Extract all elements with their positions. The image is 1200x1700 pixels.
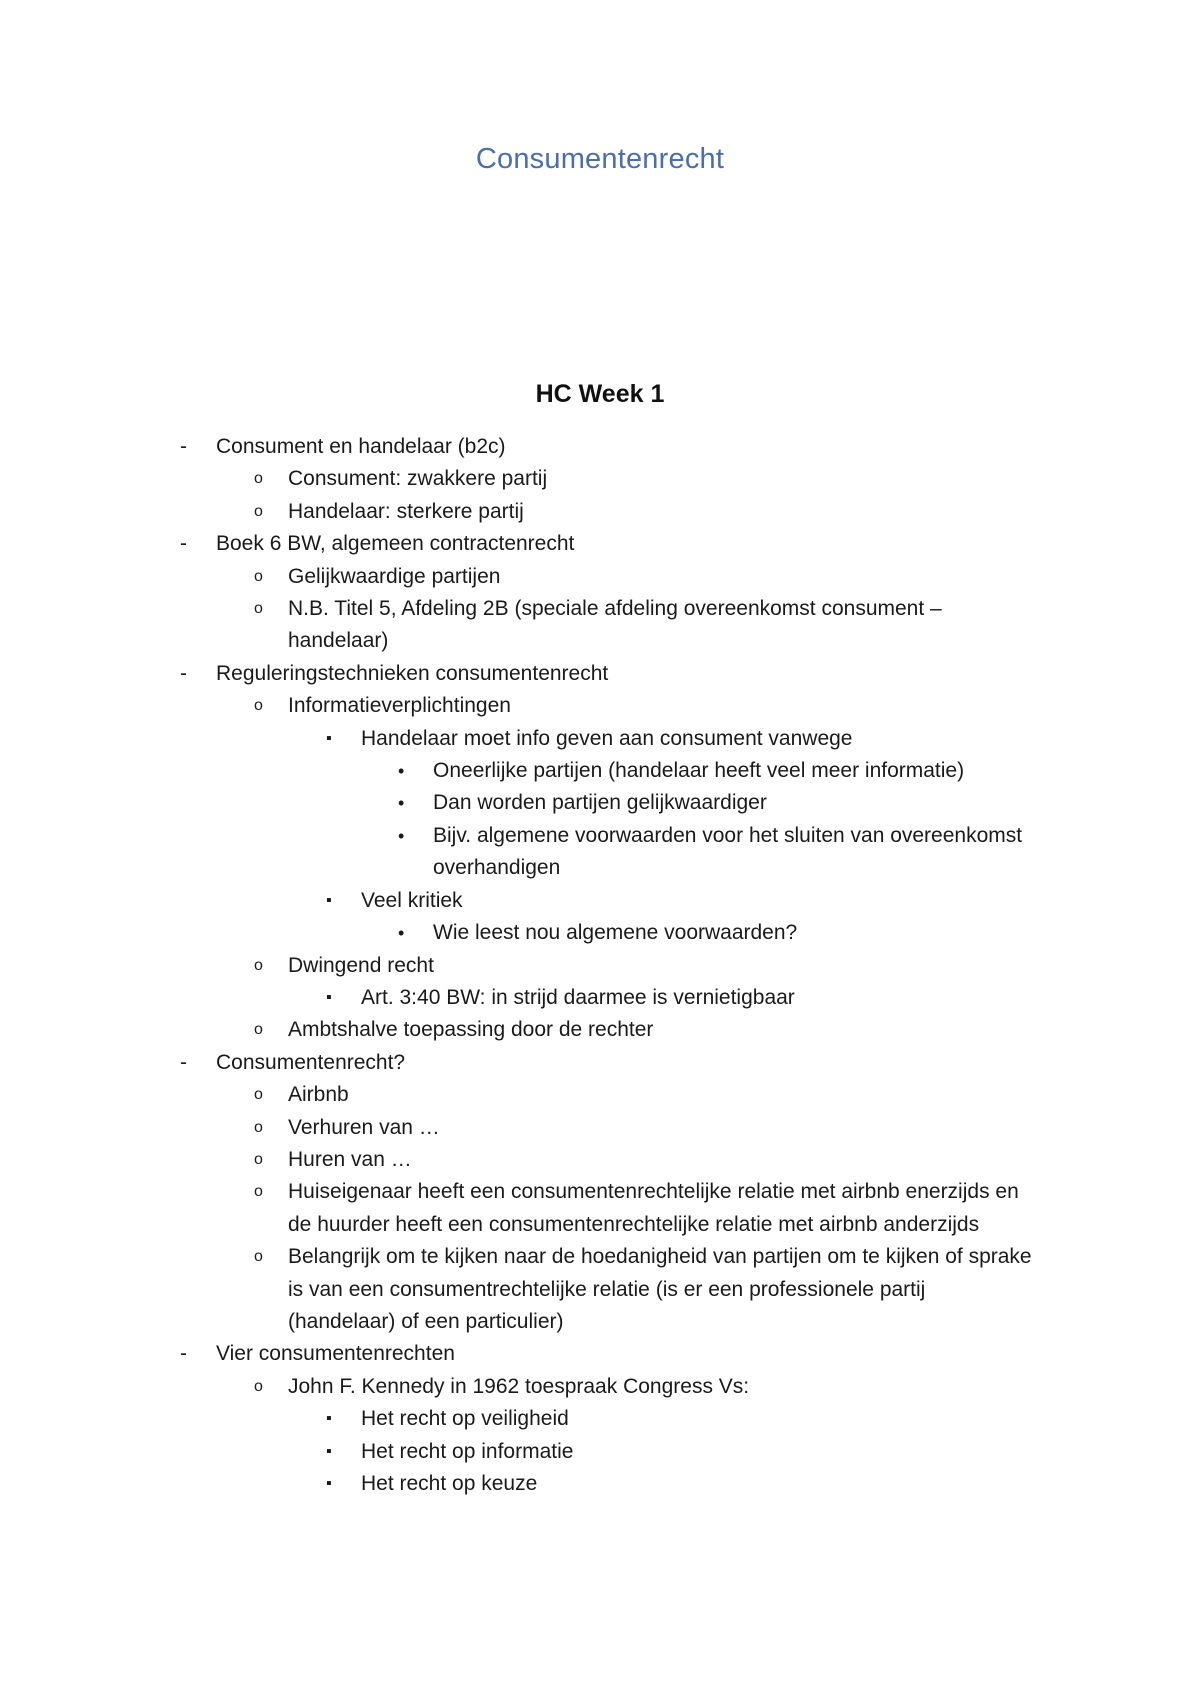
bullet-marker: o: [254, 470, 263, 488]
outline-item-text: Consumentenrecht?: [216, 1050, 406, 1074]
bullet-marker: -: [180, 435, 187, 458]
outline-item-level-4: [0, 820, 1043, 885]
outline-item-text: Vier consumentenrechten: [216, 1342, 455, 1366]
bullet-marker: -: [180, 1050, 187, 1074]
bullet-marker: o: [254, 1118, 263, 1136]
outline-item-text: Oneerlijke partijen (handelaar heeft veel meer informatie): [433, 759, 965, 783]
outline-item-level-2: [0, 1144, 1038, 1176]
outline-item-level-4: [0, 755, 1043, 787]
bullet-marker: o: [254, 1377, 263, 1395]
bullet-marker: ▪: [326, 1442, 332, 1460]
bullet-marker: •: [398, 793, 405, 814]
outline-item-level-1: [0, 1338, 1036, 1370]
bullet-marker: •: [398, 761, 405, 782]
outline-item-level-2: [0, 1371, 1038, 1403]
outline-item-text: Het recht op informatie: [361, 1439, 574, 1463]
outline-item-level-2: [0, 463, 1038, 495]
outline-item-level-3: [0, 1468, 1041, 1500]
outline-item-text: Informatieverplichtingen: [288, 694, 511, 718]
bullet-marker: o: [254, 600, 263, 618]
bullet-marker: -: [180, 532, 187, 556]
outline-list: [0, 431, 1200, 1500]
outline-item-text: Het recht op veiligheid: [361, 1407, 569, 1431]
outline-item-text: Wie leest nou algemene voorwaarden?: [433, 921, 798, 945]
outline-item-level-3: [0, 885, 1041, 917]
bullet-marker: ▪: [326, 988, 332, 1006]
outline-item-text: Ambtshalve toepassing door de rechter: [288, 1018, 654, 1042]
outline-item-level-2: [0, 1014, 1038, 1046]
outline-item-level-1: [0, 528, 1036, 560]
bullet-marker: o: [254, 567, 263, 585]
outline-item-text: Verhuren van …: [288, 1115, 440, 1139]
section-heading: HC Week 1: [535, 380, 665, 408]
outline-item-level-3: [0, 982, 1041, 1014]
outline-item-text: Gelijkwaardige partijen: [288, 564, 501, 588]
outline-item-text: Airbnb: [288, 1083, 349, 1107]
outline-item-text: John F. Kennedy in 1962 toespraak Congress Vs:: [288, 1374, 750, 1398]
bullet-marker: ▪: [326, 891, 332, 909]
bullet-marker: o: [254, 1021, 263, 1039]
bullet-marker: ▪: [326, 1475, 332, 1492]
bullet-marker: -: [180, 661, 187, 685]
bullet-marker: ▪: [326, 1410, 332, 1428]
outline-item-text: Handelaar moet info geven aan consument vanwege: [361, 726, 853, 750]
document-title: Consumentenrecht: [475, 143, 725, 175]
outline-item-text: Reguleringstechnieken consumentenrecht: [216, 661, 609, 685]
bullet-marker: o: [254, 956, 263, 974]
outline-item-level-2: [0, 496, 1038, 528]
outline-item-level-2: [0, 690, 1038, 722]
bullet-marker: o: [254, 1248, 263, 1266]
bullet-marker: o: [254, 502, 263, 520]
outline-item-text: N.B. Titel 5, Afdeling 2B (speciale afdeling overeenkomst consument – handelaar): [288, 597, 942, 653]
bullet-marker: o: [254, 697, 263, 715]
outline-item-text: Bijv. algemene voorwaarden voor het sluiten van overeenkomst overhandigen: [433, 823, 1023, 880]
bullet-marker: o: [254, 1086, 263, 1104]
bullet-marker: •: [398, 923, 405, 944]
outline-item-level-4: [0, 917, 1043, 949]
outline-item-level-2: [0, 1241, 1038, 1338]
outline-item-text: Huiseigenaar heeft een consumentenrechtelijke relatie met airbnb enerzijds en de huurder heeft een consumentenrechtelijke relatie met airbnb anderzijds: [288, 1180, 1019, 1236]
outline-item-text: Huren van …: [288, 1147, 412, 1171]
outline-item-level-2: [0, 1079, 1038, 1111]
bullet-marker: ▪: [326, 729, 332, 747]
outline-item-text: Art. 3:40 BW: in strijd daarmee is vernietigbaar: [361, 985, 795, 1009]
outline-item-text: Consument en handelaar (b2c): [216, 435, 506, 458]
bullet-marker: o: [254, 1150, 263, 1168]
outline-item-text: Consument: zwakkere partij: [288, 467, 548, 491]
outline-item-text: Veel kritiek: [361, 888, 463, 912]
outline-item-level-3: [0, 723, 1041, 755]
outline-item-level-2: [0, 950, 1038, 982]
outline-item-level-1: [0, 658, 1036, 690]
bullet-marker: •: [398, 825, 405, 846]
outline-item-text: Dwingend recht: [288, 953, 434, 977]
outline-item-level-1: [0, 431, 1036, 463]
bullet-marker: o: [254, 1183, 263, 1201]
bullet-marker: -: [180, 1342, 187, 1366]
outline-item-level-2: [0, 1176, 1038, 1241]
outline-item-level-2: [0, 561, 1038, 593]
outline-item-text: Belangrijk om te kijken naar de hoedanigheid van partijen om te kijken of sprake is van een consumentrechtelijke relatie (is er een professionele partij (handelaar) of een particulier): [288, 1245, 1032, 1333]
outline-item-level-2: [0, 1112, 1038, 1144]
outline-item-level-4: [0, 787, 1043, 819]
outline-item-text: Handelaar: sterkere partij: [288, 499, 524, 523]
outline-item-level-1: [0, 1047, 1036, 1079]
outline-item-level-3: [0, 1436, 1041, 1468]
outline-item-text: Dan worden partijen gelijkwaardiger: [433, 791, 767, 815]
outline-item-text: Boek 6 BW, algemeen contractenrecht: [216, 532, 575, 556]
outline-item-text: Het recht op keuze: [361, 1472, 538, 1495]
outline-item-level-3: [0, 1403, 1041, 1435]
outline-item-level-2: [0, 593, 1038, 658]
